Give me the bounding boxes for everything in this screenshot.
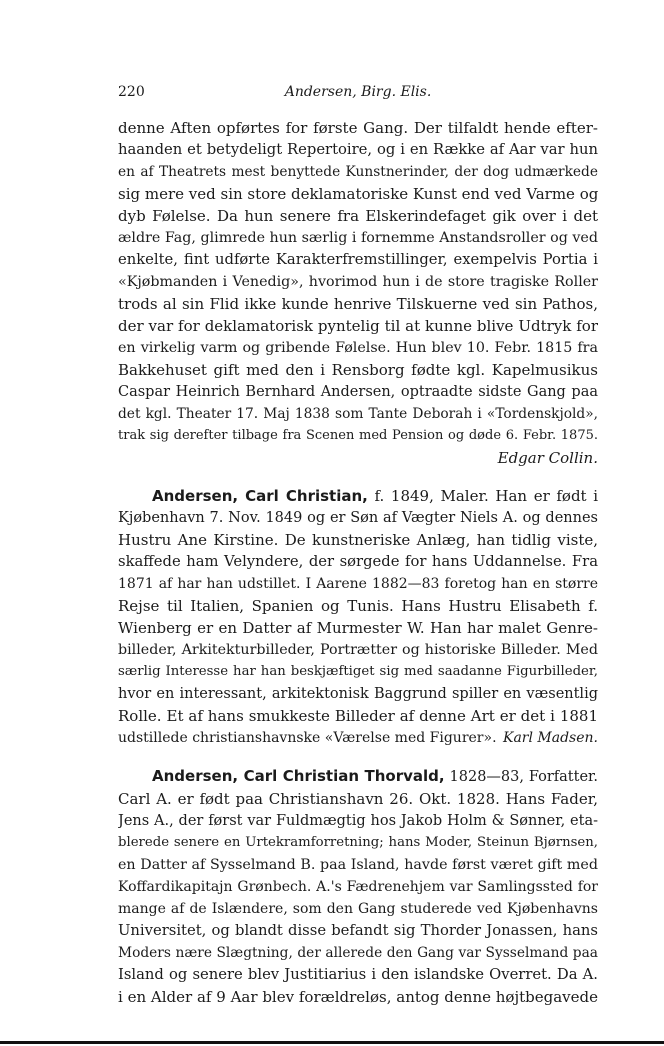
text-line: udstillede christianshavnske «Værelse med Figurer».: [118, 730, 497, 746]
paragraph-gap: [118, 749, 598, 765]
text-line: trak sig derefter tilbage fra Scenen med Pension og døde 6. Febr. 1875.: [118, 428, 598, 443]
text-line: «Kjøbmanden i Venedig», hvorimod hun i de store tragiske Roller: [118, 274, 598, 290]
text-line: Bakkehuset gift med den i Rensborg fødte kgl. Kapelmusikus: [118, 361, 598, 379]
text-line: ældre Fag, glimrede hun særlig i fornemme Anstandsroller og ved: [118, 230, 598, 246]
text-line: Hustru Ane Kirstine. De kunstneriske Anlæg, han tidlig viste,: [118, 531, 598, 549]
text-line: Rolle. Et af hans smukkeste Billeder af denne Art er det i 1881: [118, 707, 598, 725]
text-line: Island og senere blev Justitiarius i den islandske Overret. Da A.: [118, 966, 598, 983]
running-head: Andersen, Birg. Elis.: [284, 84, 432, 100]
text-line: Koffardikapitajn Grønbech. A.'s Fædrenehjem var Samlingssted for: [118, 879, 598, 895]
text-line: haanden et betydeligt Repertoire, og i en Række af Aar var hun: [118, 141, 598, 158]
text-line: hvor en interessant, arkitektonisk Baggrund spiller en væsentlig: [118, 686, 598, 702]
text-line: en af Theatrets mest benyttede Kunstnerinder, der dog udmærkede: [118, 164, 598, 180]
text-line: enkelte, fint udførte Karakterfremstillinger, exempelvis Portia i: [118, 251, 598, 268]
text-line: Jens A., der først var Fuldmægtig hos Jakob Holm & Sønner, eta-: [118, 813, 598, 829]
text-line: mange af de Islændere, som den Gang studerede ved Kjøbenhavns: [118, 901, 598, 917]
text-line: Universitet, og blandt disse befandt sig Thorder Jonassen, hans: [118, 922, 598, 939]
author-signature: Karl Madsen.: [502, 730, 598, 746]
entry-name: Andersen, Carl Christian,: [152, 487, 368, 505]
entry-carl-christian: [118, 485, 598, 749]
body-text: [118, 117, 598, 1008]
text-line: denne Aften opførtes for første Gang. Der tilfaldt hende efter-: [118, 119, 598, 137]
entry-first-line: [118, 765, 598, 788]
text-line: trods al sin Flid ikke kunde henrive Tilskuerne ved sin Pathos,: [118, 295, 598, 313]
entry-name: Andersen, Carl Christian Thorvald,: [152, 767, 445, 785]
entry-intro: 1828—83, Forfatter.: [449, 769, 598, 785]
entry-first-line: [118, 485, 598, 507]
entry-continuation-birgitte: [118, 117, 598, 469]
text-line: det kgl. Theater 17. Maj 1838 som Tante Deborah i «Tordenskjold»,: [118, 406, 598, 422]
text-line: Rejse til Italien, Spanien og Tunis. Hans Hustru Elisabeth f.: [118, 597, 598, 615]
text-line: skaffede ham Velyndere, der sørgede for hans Uddannelse. Fra: [118, 553, 598, 570]
text-line: Kjøbenhavn 7. Nov. 1849 og er Søn af Vægter Niels A. og dennes: [118, 510, 598, 526]
entry-carl-christian-thorvald: [118, 765, 598, 1008]
author-signature: Edgar Collin.: [497, 449, 598, 467]
text-line: i en Alder af 9 Aar blev forældreløs, antog denne højtbegavede: [118, 988, 598, 1006]
text-line: en Datter af Sysselmand B. paa Island, havde først været gift med: [118, 857, 598, 873]
text-line: 1871 af har han udstillet. I Aarene 1882—83 foretog han en større: [118, 576, 598, 592]
text-line: dyb Følelse. Da hun senere fra Elskerindefaget gik over i det: [118, 207, 598, 225]
text-line: Caspar Heinrich Bernhard Andersen, optraadte sidste Gang paa: [118, 384, 598, 400]
text-line: en virkelig varm og gribende Følelse. Hun blev 10. Febr. 1815 fra: [118, 340, 598, 356]
text-line: Moders nære Slægtning, der allerede den Gang var Sysselmand paa: [118, 945, 598, 961]
text-line: billeder, Arkitekturbilleder, Portrætter og historiske Billeder. Med: [118, 642, 598, 658]
text-line: sig mere ved sin store deklamatoriske Kunst end ved Varme og: [118, 185, 598, 203]
text-line: Carl A. er født paa Christianshavn 26. Okt. 1828. Hans Fader,: [118, 790, 598, 808]
page-header: [118, 84, 598, 106]
page-number: 220: [118, 84, 145, 100]
text-line: Wienberg er en Datter af Murmester W. Han har malet Genre-: [118, 619, 598, 637]
text-line: blerede senere en Urtekramforretning; hans Moder, Steinun Bjørnsen,: [118, 835, 598, 850]
text-line: særlig Interesse har han beskjæftiget sig med saadanne Figurbilleder,: [118, 664, 598, 679]
text-line: der var for deklamatorisk pyntelig til at kunne blive Udtryk for: [118, 317, 598, 335]
scan-edge-line: [0, 1041, 664, 1044]
text-line-with-signature: [118, 727, 598, 749]
entry-intro: f. 1849, Maler. Han er født i: [374, 487, 598, 505]
paragraph-gap: [118, 469, 598, 485]
